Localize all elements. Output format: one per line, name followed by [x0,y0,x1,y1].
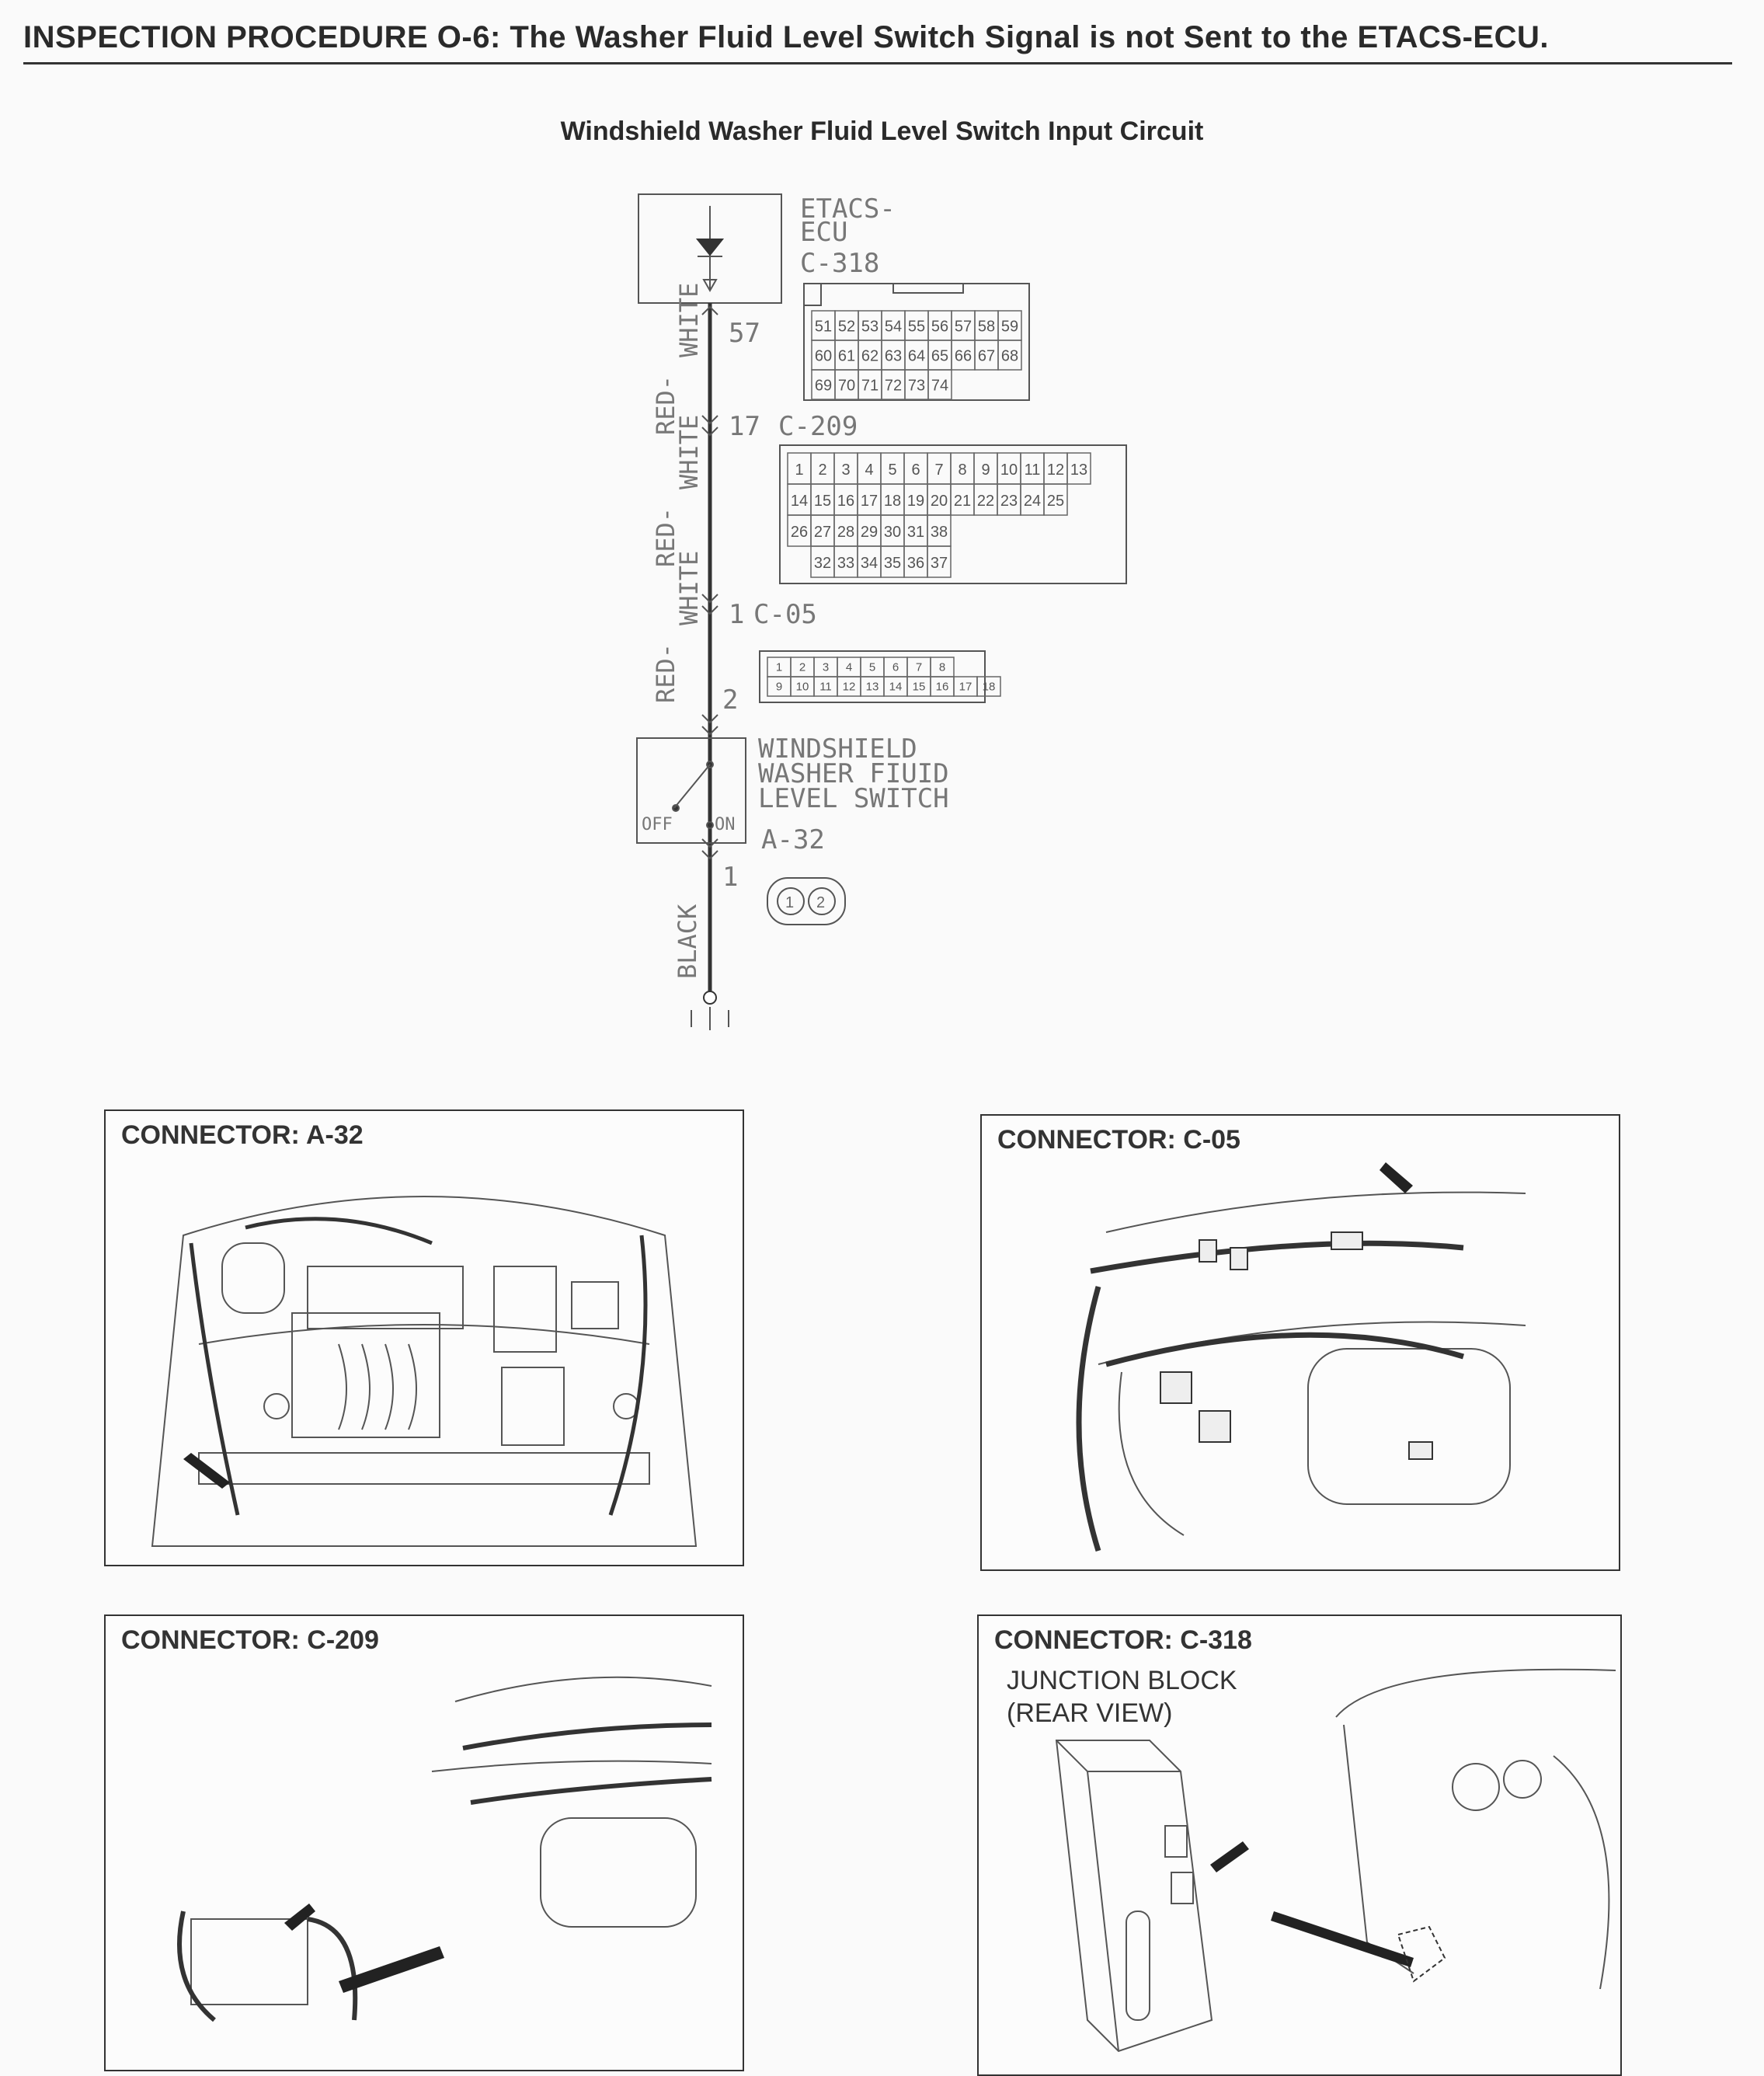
c209-pin-label: 10 [1000,462,1018,479]
c05-connector: C-05 [753,599,817,630]
c209-pin-label: 37 [930,555,948,572]
c209-pin-label: 22 [976,493,995,510]
c209-pin-label: 11 [1024,462,1041,479]
panel-connector-c05 [980,1114,1620,1571]
c318-pin-label: 61 [837,347,856,365]
c209-pin-label: 17 [860,493,879,510]
engine-bay-illustration [106,1111,743,1565]
c318-pin-label: 54 [884,318,903,336]
panel-c209-title: CONNECTOR: C-209 [121,1625,379,1655]
panel-c05-title: CONNECTOR: C-05 [997,1125,1240,1155]
c209-pin-label: 6 [911,462,920,479]
wire-color-3b: WHITE [674,550,704,625]
switch-connector: A-32 [761,824,825,855]
c209-pin-label: 5 [888,462,897,479]
switch-off-label: OFF [642,815,673,834]
c318-pin-label: 55 [907,318,926,336]
c209-pin-label: 1 [795,462,804,479]
ecu-pin: 57 [729,318,760,349]
c209-pin-label: 30 [883,524,902,541]
c318-pin-label: 60 [814,347,833,365]
wire-color-3a: RED- [651,643,680,703]
c209-pin-label: 38 [930,524,948,541]
panel-connector-a32 [104,1109,744,1566]
diagram-subtitle: Windshield Washer Fluid Level Switch Input Circuit [560,117,1204,146]
c209-pin-label: 27 [813,524,832,541]
c209-pin-label: 36 [906,555,925,572]
c05-pin-label: 14 [889,680,903,694]
c05-pin-label: 7 [915,660,923,674]
a32-pin-2: 2 [816,894,826,911]
c05-pin-label: 1 [775,660,783,674]
c209-pin-label: 25 [1046,493,1065,510]
c318-pin-label: 67 [977,347,996,365]
c318-pin-label: 51 [814,318,833,336]
c05-pin-label: 12 [842,680,856,694]
c209-connector: C-209 [778,411,858,442]
c05-pin-label: 13 [865,680,879,694]
a32-connector-face [767,878,845,925]
c318-pin-label: 53 [861,318,879,336]
c209-pin-label: 29 [860,524,879,541]
c318-pin-label: 56 [931,318,949,336]
c318-pin-label: 65 [931,347,949,365]
c209-pin-label: 31 [906,524,925,541]
c05-pin-in: 1 [729,599,745,630]
panel-c318-sub1: JUNCTION BLOCK [1007,1666,1237,1695]
c318-connector-face [804,284,1029,400]
c209-pin-label: 32 [813,555,832,572]
c05-pin-label: 15 [912,680,926,694]
c318-pin-label: 62 [861,347,879,365]
c318-pin-label: 64 [907,347,926,365]
c318-pin-label: 71 [861,377,879,395]
wire-color-1a: RED- [651,374,680,435]
c05-pin-out: 2 [722,684,739,716]
a32-pin-1: 1 [785,894,795,911]
c05-pin-label: 6 [892,660,899,674]
switch-label-2: WASHER FIUID [758,758,949,789]
switch-pin: 1 [722,862,739,893]
c318-pin-label: 74 [931,377,949,395]
c209-pin-label: 20 [930,493,948,510]
ground-wire-color: BLACK [673,904,702,979]
c05-pin-label: 11 [819,680,832,694]
c05-connector-face [760,651,1000,702]
ecu-label-2: ECU [800,217,848,248]
c209-connector-face [780,445,1126,583]
c318-pin-label: 58 [977,318,996,336]
page-title: INSPECTION PROCEDURE O-6: The Washer Fluid Level Switch Signal is not Sent to the ETACS-ECU. [23,20,1549,54]
ecu-label-1: ETACS- [800,193,896,225]
c209-pin-label: 7 [934,462,944,479]
c209-pin-label: 19 [906,493,925,510]
switch-label-3: LEVEL SWITCH [758,783,949,814]
ecu-connector: C-318 [800,248,880,279]
c209-pin-label: 2 [818,462,827,479]
dash-harness-illustration [982,1116,1619,1569]
switch-label-1: WINDSHIELD [758,733,917,765]
c209-pin-label: 3 [841,462,851,479]
c209-pin-label: 13 [1070,462,1088,479]
c318-pin-label: 59 [1000,318,1019,336]
c209-pin-label: 34 [860,555,879,572]
c318-pin-label: 66 [954,347,972,365]
c318-pin-label: 73 [907,377,926,395]
c209-pin-label: 33 [837,555,855,572]
c318-pin-label: 70 [837,377,856,395]
c209-pin-label: 15 [813,493,832,510]
panel-connector-c318 [977,1614,1622,2076]
wire-color-1b: WHITE [674,282,704,357]
c318-pin-label: 63 [884,347,903,365]
c209-pin-label: 4 [865,462,874,479]
c209-pin-label: 35 [883,555,902,572]
c05-pin-label: 9 [775,680,783,694]
c209-pin-label: 8 [958,462,967,479]
wire-color-2a: RED- [651,507,680,567]
switch-on-label: ON [715,815,736,834]
c05-pin-label: 5 [868,660,876,674]
panel-c318-title: CONNECTOR: C-318 [994,1625,1252,1655]
c318-pin-label: 69 [814,377,833,395]
panel-c318-sub2: (REAR VIEW) [1007,1698,1173,1728]
panel-a32-title: CONNECTOR: A-32 [121,1120,364,1150]
c209-pin-label: 12 [1046,462,1065,479]
c318-pin-label: 68 [1000,347,1019,365]
c209-pin-label: 24 [1023,493,1042,510]
c209-pin-label: 21 [953,493,972,510]
c05-pin-label: 8 [938,660,946,674]
panel-connector-c209 [104,1614,744,2071]
c05-pin-label: 2 [798,660,806,674]
c05-pin-label: 4 [845,660,853,674]
c05-pin-label: 10 [795,680,809,694]
c209-pin-label: 16 [837,493,855,510]
c209-location-illustration [106,1616,743,2070]
c209-pin-label: 23 [1000,493,1018,510]
c05-pin-label: 3 [822,660,830,674]
c209-pin-label: 14 [790,493,809,510]
c209-pin-label: 26 [790,524,809,541]
c209-pin-label: 9 [981,462,990,479]
c209-pin: 17 [729,411,760,442]
c209-pin-label: 28 [837,524,855,541]
wire-color-2b: WHITE [674,414,704,489]
junction-block-illustration [979,1616,1620,2074]
c05-pin-label: 17 [959,680,972,694]
c318-pin-label: 57 [954,318,972,336]
c318-pin-label: 52 [837,318,856,336]
c05-pin-label: 16 [935,680,949,694]
c209-pin-label: 18 [883,493,902,510]
c05-pin-label: 18 [982,680,996,694]
c318-pin-label: 72 [884,377,903,395]
